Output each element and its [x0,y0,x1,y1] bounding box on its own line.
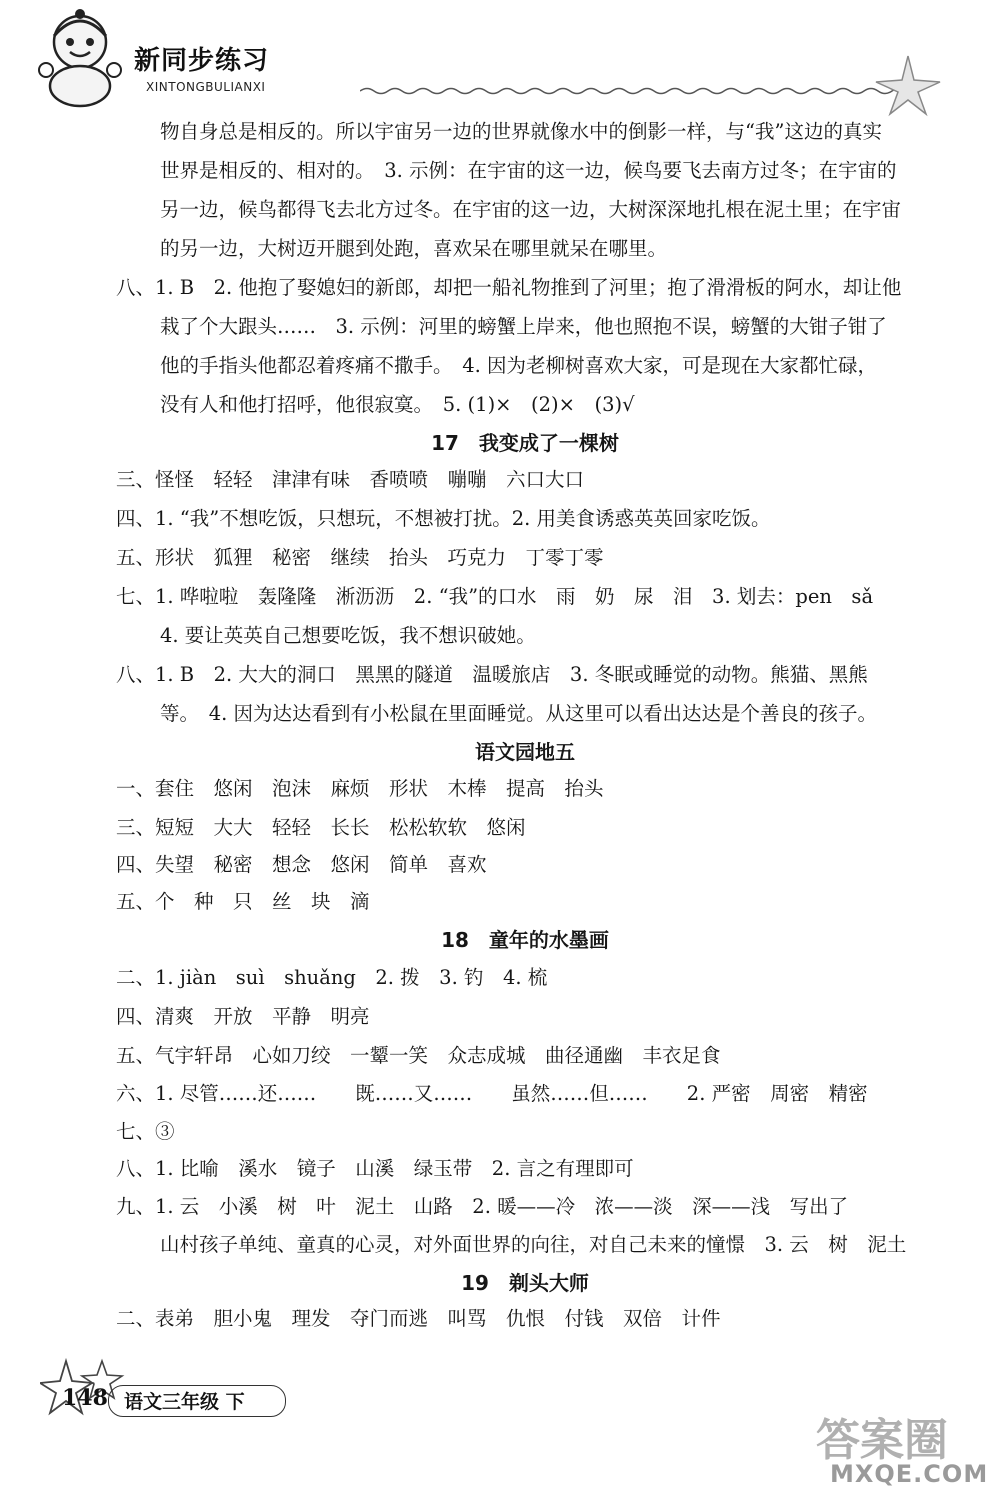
watermark-site: MXQE.COM [830,1460,989,1488]
answer-line: 五、形状 狐狸 秘密 继续 抬头 巧克力 丁零丁零 [116,546,604,569]
answer-line: 三、短短 大大 轻轻 长长 松松软软 悠闲 [116,816,526,839]
section-title: 语文园地五 [475,740,575,764]
brand-pinyin: XINTONGBULIANXI [146,80,266,94]
brand-title: 新同步练习 [134,46,270,76]
book-label: 语文三年级 下 [124,1391,245,1413]
page-number: 148 [62,1385,108,1411]
answer-line: 等。 4. 因为达达看到有小松鼠在里面睡觉。从这里可以看出达达是个善良的孩子。 [160,702,878,725]
answer-line: 世界是相反的、相对的。 3. 示例：在宇宙的这一边，候鸟要飞去南方过冬；在宇宙的 [160,159,897,182]
answer-line: 二、表弟 胆小鬼 理发 夺门而逃 叫骂 仇恨 付钱 双倍 计件 [116,1307,721,1330]
answer-line: 二、1. jiàn suì shuǎng 2. 拨 3. 钓 4. 梳 [116,966,548,989]
answer-line: 五、气宇轩昂 心如刀绞 一颦一笑 众志成城 曲径通幽 丰衣足食 [116,1044,721,1067]
answer-line: 一、套住 悠闲 泡沫 麻烦 形状 木棒 提高 抬头 [116,777,604,800]
answer-line: 4. 要让英英自己想要吃饭，我不想识破她。 [160,624,536,647]
answer-line: 四、失望 秘密 想念 悠闲 简单 喜欢 [116,853,487,876]
watermark-logo: 答案圈 [816,1415,948,1466]
answer-line: 八、1. 比喻 溪水 镜子 山溪 绿玉带 2. 言之有理即可 [116,1157,634,1180]
answer-line: 八、1. B 2. 他抱了娶媳妇的新郎，却把一船礼物推到了河里；抱了滑滑板的阿水，却让他 [116,276,902,299]
answer-line: 没有人和他打招呼，他很寂寞。 5. (1)× (2)× (3)√ [160,393,635,416]
answer-line: 六、1. 尽管……还…… 既……又…… 虽然……但…… 2. 严密 周密 精密 [116,1082,868,1105]
section-title: 17 我变成了一棵树 [431,431,619,455]
answer-line: 五、个 种 只 丝 块 滴 [116,890,370,913]
answer-line: 九、1. 云 小溪 树 叶 泥土 山路 2. 暖——冷 浓——淡 深——浅 写出了 [116,1195,849,1218]
section-title: 19 剃头大师 [461,1271,589,1295]
answer-line: 三、怪怪 轻轻 津津有味 香喷喷 嘣嘣 六口大口 [116,468,585,491]
answer-line: 七、③ [116,1120,175,1143]
answer-line: 物自身总是相反的。所以宇宙另一边的世界就像水中的倒影一样，与“我”这边的真实 [160,120,882,143]
answer-line: 七、1. 哗啦啦 轰隆隆 淅沥沥 2. “我”的口水 雨 奶 尿 泪 3. 划去：pen sǎ [116,585,874,608]
answer-line: 另一边，候鸟都得飞去北方过冬。在宇宙的这一边，大树深深地扎根在泥土里；在宇宙 [160,198,902,221]
answer-line: 的另一边，大树迈开腿到处跑，喜欢呆在哪里就呆在哪里。 [160,237,668,260]
section-title: 18 童年的水墨画 [441,928,609,952]
answer-line: 八、1. B 2. 大大的洞口 黑黑的隧道 温暖旅店 3. 冬眠或睡觉的动物。熊猫、黑熊 [116,663,868,686]
answer-line: 四、1. “我”不想吃饭，只想玩，不想被打扰。2. 用美食诱惑英英回家吃饭。 [116,507,771,530]
answer-line: 栽了个大跟头…… 3. 示例：河里的螃蟹上岸来，他也照抱不误，螃蟹的大钳子钳了 [160,315,887,338]
answer-line: 四、清爽 开放 平静 明亮 [116,1005,370,1028]
answer-line: 山村孩子单纯、童真的心灵，对外面世界的向往，对自己未来的憧憬 3. 云 树 泥土 [160,1233,907,1256]
answer-line: 他的手指头他都忍着疼痛不撒手。 4. 因为老柳树喜欢大家，可是现在大家都忙碌， [160,354,878,377]
